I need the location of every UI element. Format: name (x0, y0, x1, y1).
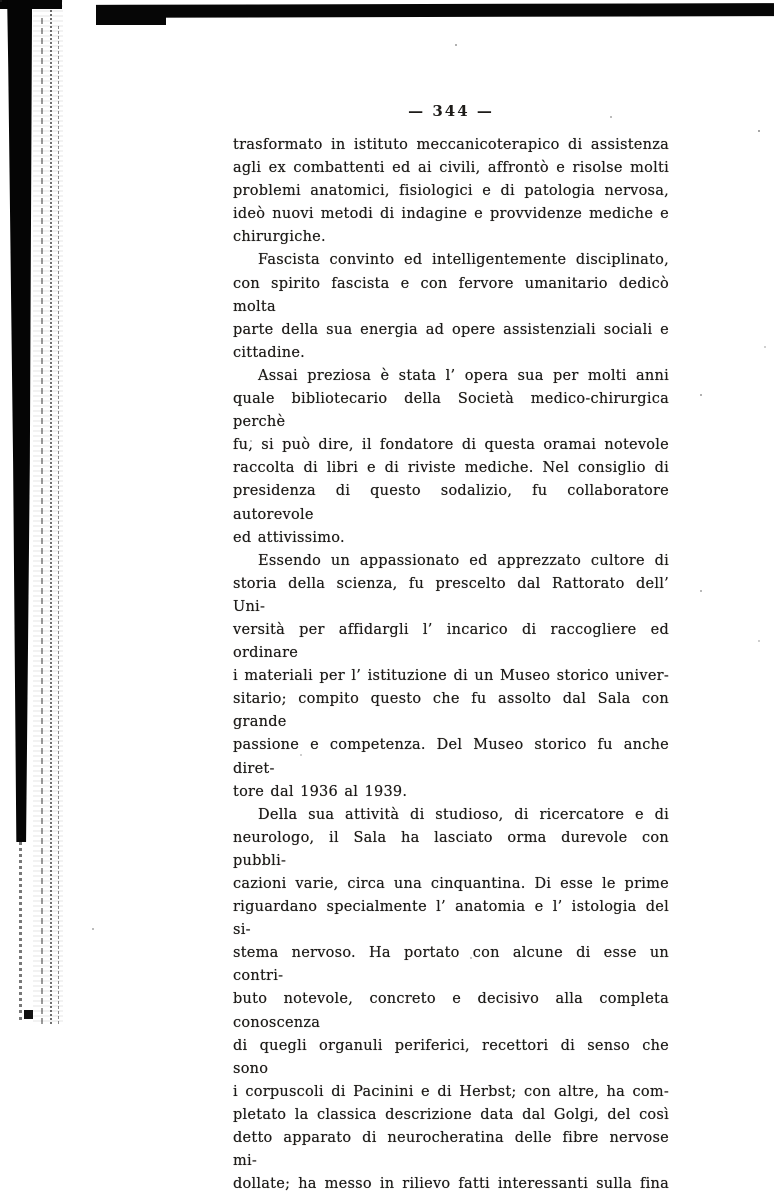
text-line: ed attivissimo. (233, 529, 345, 546)
text-line: Essendo un appassionato ed apprezzato cultore di (258, 552, 669, 569)
text-line: passione e competenza. Del Museo storico fu anche diret- (233, 737, 669, 777)
text-line: stema nervoso. Ha portato con alcune di esse un contri- (233, 945, 669, 985)
text-line: versità per affidargli l’ incarico di raccogliere ed ordinare (233, 621, 669, 662)
text-line: quale bibliotecario della Società medico-chirurgica perchè (233, 391, 669, 431)
binding-shadow-tail (19, 835, 22, 1020)
page-edge-line (50, 10, 52, 1024)
text-line: cazioni varie, circa una cinquantina. Di esse le prime (233, 876, 669, 892)
text-line: parte della sua energia ad opere assistenziali sociali e (233, 321, 669, 338)
text-line: agli ex combattenti ed ai civili, affrontò e risolse molti (233, 160, 669, 177)
text-line: dollate; ha messo in rilievo fatti interessanti sulla fina (233, 1176, 669, 1193)
scan-top-edge-notch (96, 14, 166, 25)
text-line: di quegli organuli periferici, recettori di senso che sono (233, 1037, 669, 1077)
scan-top-edge-bar (96, 3, 774, 18)
page-edge-line (58, 26, 59, 1024)
text-line: raccolta di libri e di riviste mediche. Nel consiglio di (233, 460, 669, 477)
text-line: i materiali per l’ istituzione di un Museo storico univer- (233, 668, 669, 685)
text-line: buto notevole, concreto e decisivo alla completa conoscenza (233, 991, 669, 1031)
text-line: con spirito fascista e con fervore umanitario dedicò molta (233, 275, 669, 315)
scan-dust-specks (0, 0, 1, 1)
page-body-text (233, 134, 669, 1196)
text-line: tore dal 1936 al 1939. (233, 783, 408, 800)
scan-corner-blot (24, 1010, 33, 1019)
text-line: riguardano specialmente l’ anatomia e l’ istologia del si- (233, 899, 669, 939)
page-edge-line (41, 18, 43, 1024)
text-line: Assai preziosa è stata l’ opera sua per molti anni (258, 367, 669, 384)
text-line: Fascista convinto ed intelligentemente disciplinato, (258, 252, 669, 269)
text-line: problemi anatomici, fisiologici e di patologia nervosa, (233, 183, 669, 200)
text-line: cittadine. (233, 344, 306, 361)
text-line: neurologo, il Sala ha lasciato orma durevole con pubbli- (233, 829, 669, 869)
text-line: chirurgiche. (233, 229, 326, 246)
text-line: presidenza di questo sodalizio, fu collaboratore autorevole (233, 483, 669, 523)
text-line: sitario; compito questo che fu assolto dal Sala con grande (233, 691, 669, 731)
text-line: fu, si può dire, il fondatore di questa oramai notevole (233, 437, 669, 454)
text-line: storia della scienza, fu prescelto dal Rattorato dell’ Uni- (233, 575, 669, 615)
text-line: detto apparato di neurocheratina delle fibre nervose mi- (233, 1130, 669, 1170)
text-line: pletato la classica descrizione data dal Golgi, del così (233, 1106, 669, 1123)
text-line: trasformato in istituto meccanicoterapico di assistenza (233, 137, 669, 153)
binding-shadow (5, 0, 32, 842)
text-line: Della sua attività di studioso, di ricercatore e di (258, 806, 669, 823)
text-line: i corpuscoli di Pacinini e di Herbst; con altre, ha com- (233, 1083, 669, 1100)
text-line: ideò nuovi metodi di indagine e provvidenze mediche e (233, 206, 669, 223)
page-number: — 344 — (408, 102, 494, 120)
